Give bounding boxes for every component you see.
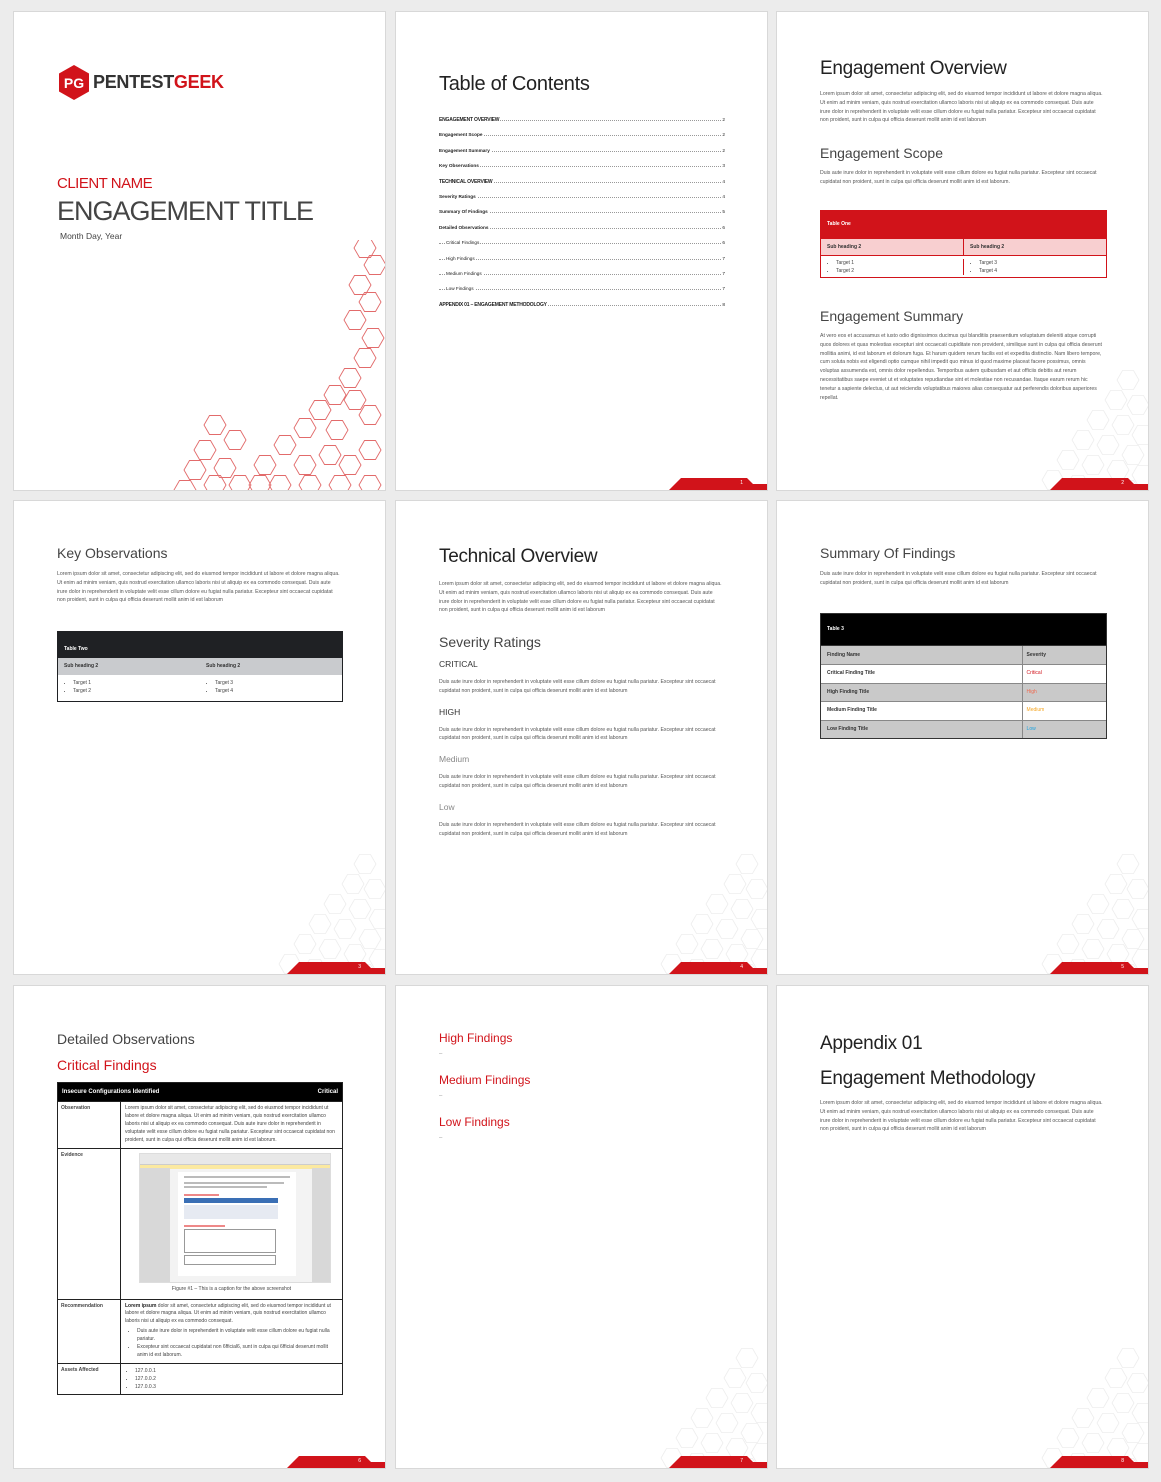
toc-entry[interactable] [439,163,725,178]
toc-entry-label: TECHNICAL OVERVIEW [439,178,493,185]
toc-entry-label: Summary Of Findings [439,209,488,215]
appendix-subtitle: Engagement Methodology [820,1068,1036,1089]
findings-section-body: – [439,1051,443,1057]
toc-entry-page: 7 [722,286,725,292]
table-row [821,683,1106,702]
table-one-col1-header: Sub heading 2 [821,239,964,255]
scope-body: Duis aute irure dolor in reprehenderit in voluptate velit esse cillum dolore eu fugiat nulla pariatur. Excepteur sint occaecat cupidatat non proident, sunt in culpa qui officia deserunt mollit anim id est laborum. [820,170,1097,185]
table-two-title: Table Two [58,632,342,658]
findings-table-title: Table 3 [821,614,1106,645]
summary-body: At vero eos et accusamus et iusto odio dignissimos ducimus qui blanditiis praesentium voluptatum deleniti atque corrupti quos dolores et quas molestias excepturi sint occaecati cupiditate non provident, similique sunt in culpa qui officia deserunt mollitia animi, id est laborum et dolorum fuga. Et harum quidem rerum facilis est et expedita distinctio. Nam libero tempore, cum soluta nobis est eligendi optio cumque nihil impedit quo minus id quod maxime placeat facere possimus, omnis voluptas assumenda est, omnis dolor repellendus. Temporibus autem quibusdam et aut officiis debitis aut rerum necessitatibus saepe eveniet ut et voluptates repudiandae sint et molestiae non recusandae. Itaque earum rerum hic tenetur a sapiente delectus, ut aut reiciendis voluptatibus maiores alias consequatur aut perferendis doloribus asperiores repellat. [820,333,1102,401]
page-number: 2 [1121,480,1124,486]
page-number: 4 [740,964,743,970]
page-number-tab [1050,478,1148,490]
list-item: • 127.0.0.2 [135,1375,342,1383]
page-number: 5 [1121,964,1124,970]
toc-entry[interactable] [439,179,725,194]
list-item: • Target 3 [215,679,342,687]
findings-section-title: Medium Findings [439,1073,531,1087]
toc-entry[interactable] [439,225,725,240]
finding-name: Medium Finding Title [821,702,1023,720]
list-item: • Duis aute irure dolor in reprehenderit in voluptate velit esse cillum dolore eu fugiat nulla pariatur. [137,1328,338,1344]
severity-rating-body: Duis aute irure dolor in reprehenderit in voluptate velit esse cillum dolore eu fugiat nulla pariatur. Excepteur sint occaecat cupidatat non proident, sunt in culpa qui officia deserunt mollit anim id est laborum [439,774,716,789]
summary-findings-body: Duis aute irure dolor in reprehenderit in voluptate velit esse cillum dolore eu fugiat nulla pariatur. Excepteur sint occaecat cupidatat non proident, sunt in culpa qui officia deserunt mollit anim id est laborum [820,571,1097,586]
toc-entry-page: 6 [722,224,725,230]
severity-rating-body: Duis aute irure dolor in reprehenderit in voluptate velit esse cillum dolore eu fugiat nulla pariatur. Excepteur sint occaecat cupidatat non proident, sunt in culpa qui officia deserunt mollit anim id est laborum [439,679,716,694]
toc-entry-label: ENGAGEMENT OVERVIEW [439,117,500,123]
findings-table [820,613,1107,739]
brand-post-text: GEEK [173,72,224,92]
toc-entry-page: 6 [722,240,725,246]
finding-name: Low Finding Title [821,721,1023,739]
page-number-tab [669,962,767,974]
engagement-title: ENGAGEMENT TITLE [57,196,314,226]
technical-title: Technical Overview [439,546,598,567]
svg-text:PG: PG [63,75,85,91]
severity-ratings-list [439,659,724,849]
toc-entry-label: Engagement Summary [439,147,490,153]
recommendation-text: dolor sit amet, consectetur adipiscing elit, sed do eiusmod tempor incididunt ut labore et dolore magna aliqua. Ut enim ad minim veniam, quis nostrud exercitation ullamco laboris nisi ut aliquip ex ea commodo consequat. [125,1302,331,1325]
toc-entry-label: APPENDIX 01 – ENGAGEMENT METHODOLOGY [439,301,547,308]
toc-title: Table of Contents [439,73,590,95]
list-item: • Excepteur sint occaecat cupidatat non 6fficial6, sunt in culpa qui 6fficial deserunt mollit anim id est laborum. [137,1344,338,1360]
table-two-col1-header: Sub heading 2 [64,663,99,669]
assets-label: Assets Affected [58,1364,121,1394]
list-item: • Target 1 [73,679,200,687]
summary-findings-title: Summary Of Findings [820,545,956,561]
list-item: • Target 3 [979,259,1106,267]
page-number-tab [287,1456,385,1468]
toc-entry[interactable] [439,271,725,286]
toc-entry-page: 5 [722,209,725,215]
toc-entry-label: Detailed Observations [439,224,489,230]
technical-body: Lorem ipsum dolor sit amet, consectetur adipiscing elit, sed do eiusmod tempor incididunt ut labore et dolore magna aliqua. Ut enim ad minim veniam, quis nostrud exercitation ullamco laboris nisi ut aliquip ex ea commodo consequat. Duis aute irure dolor in reprehenderit in voluptate velit esse cillum dolore eu fugiat nulla pariatur. Excepteur sint occaecat cupidatat non proident, sunt in culpa qui officia deserunt mollit anim id est laborum [439,581,722,614]
toc-entry[interactable] [439,148,725,163]
recommendation-list [125,1328,338,1360]
finding-severity-cell: High [1026,688,1037,695]
overview-body: Lorem ipsum dolor sit amet, consectetur adipiscing elit, sed do eiusmod tempor incididunt ut labore et dolore magna aliqua. Ut enim ad minim veniam, quis nostrud exercitation ullamco laboris nisi ut aliquip ex ea commodo consequat. Duis aute irure dolor in reprehenderit in voluptate velit esse cillum dolore eu fugiat nulla pariatur. Excepteur sint occaecat cupidatat non proident, sunt in culpa qui officia deserunt mollit anim id est laborum [820,91,1103,124]
findings-col-name: Finding Name [821,646,1023,664]
finding-severity-cell: Critical [1026,670,1042,676]
detailed-observations-page [13,985,386,1469]
list-item: • Target 2 [73,687,200,695]
findings-section [439,1115,530,1147]
finding-severity: Critical [317,1089,338,1095]
key-observations-page [13,500,386,975]
list-item: • Target 4 [979,267,1106,275]
finding-card [57,1082,343,1395]
severity-rating [439,754,724,791]
client-name: CLIENT NAME [57,175,153,192]
other-findings-page [395,985,768,1469]
severity-rating [439,802,724,839]
list-item: • 127.0.0.1 [135,1367,342,1375]
findings-section-body: – [439,1135,443,1141]
table-one-title: Table One [821,211,1106,238]
page-number-tab [1050,962,1148,974]
list-item: • 127.0.0.3 [135,1383,342,1391]
table-two-col2-header: Sub heading 2 [206,663,241,669]
page-number: 8 [1121,1458,1124,1464]
page-number: 6 [358,1458,361,1464]
page-number-tab [1050,1456,1148,1468]
severity-rating-label: HIGH [439,706,461,717]
toc-entry-page: 2 [722,132,725,138]
severity-rating-label: Medium [439,754,470,765]
table-two [57,631,343,702]
assets-list [121,1364,342,1394]
hexagon-pattern-icon [165,240,385,490]
summary-findings-page [776,500,1149,975]
toc-entry-label: Critical Findings [446,240,480,246]
finding-severity-cell: Low [1026,725,1036,732]
finding-name: Critical Finding Title [821,665,1023,683]
appendix-page [776,985,1149,1469]
severity-rating-body: Duis aute irure dolor in reprehenderit in voluptate velit esse cillum dolore eu fugiat nulla pariatur. Excepteur sint occaecat cupidatat non proident, sunt in culpa qui officia deserunt mollit anim id est laborum [439,821,716,837]
hexagon-watermark-icon [235,844,385,974]
toc-entry-page: 7 [722,270,725,276]
recommendation-label: Recommendation [58,1300,121,1363]
toc-entry-page: 4 [722,178,725,184]
finding-name: High Finding Title [821,684,1023,702]
table-two-col2-list [200,679,342,695]
findings-section-body: – [439,1093,443,1099]
list-item: • Target 4 [215,687,342,695]
page-number: 7 [740,1458,743,1464]
pg-hexagon-logo-icon [57,64,91,101]
severity-rating-body: Duis aute irure dolor in reprehenderit in voluptate velit esse cillum dolore eu fugiat nulla pariatur. Excepteur sint occaecat cupidatat non proident, sunt in culpa qui officia deserunt mollit anim id est laborum [439,726,716,742]
overview-title: Engagement Overview [820,58,1007,79]
key-obs-body: Lorem ipsum dolor sit amet, consectetur adipiscing elit, sed do eiusmod tempor incididunt ut labore et dolore magna aliqua. Ut enim ad minim veniam, quis nostrud exercitation ullamco laboris nisi ut aliquip ex ea commodo consequat. Duis aute irure dolor in reprehenderit in voluptate velit esse cillum dolore eu fugiat nulla pariatur. Excepteur sint occaecat cupidatat non proident, sunt in culpa qui officia deserunt mollit anim id est laborum [57,571,340,604]
table-row [821,701,1106,720]
critical-findings-title: Critical Findings [57,1057,157,1073]
findings-section-title: Low Findings [439,1115,510,1129]
findings-section [439,1073,530,1105]
table-row [821,720,1106,739]
list-item: • Target 1 [836,259,963,267]
toc-entry-page: 8 [722,301,725,307]
table-one-col1-list [821,259,963,275]
toc-entry[interactable] [439,117,725,132]
findings-rows [821,664,1106,738]
toc-entry-page: 2 [722,117,725,122]
toc-entry[interactable] [439,209,725,224]
detailed-title: Detailed Observations [57,1031,195,1047]
toc-entry-page: 3 [722,163,725,169]
evidence-caption: Figure #1 – This is a caption for the above screenshot [171,1285,292,1292]
page-number-tab [287,962,385,974]
hexagon-watermark-icon [998,844,1148,974]
toc-entry-label: Low Findings [446,286,474,292]
hexagon-watermark-icon [998,1338,1148,1468]
observation-text: Lorem ipsum dolor sit amet, consectetur adipiscing elit, sed do eiusmod tempor incididunt ut labore et dolore magna aliqua. Ut enim ad minim veniam, quis nostrud exercitation ullamco laboris nisi ut aliquip ex ea commodo consequat. Duis aute irure dolor in reprehenderit in voluptate velit esse cillum dolore eu fugiat nulla pariatur. Excepteur sint occaecat cupidatat non proident, sunt in culpa qui officia deserunt mollit anim id est laborum. [125,1105,335,1143]
toc-entry[interactable] [439,256,725,271]
page-number: 1 [740,480,743,486]
toc-entry-label: Engagement Scope [439,132,483,138]
other-findings-list [439,1031,530,1157]
table-one-col2-list [963,259,1106,275]
toc-entry-page: 2 [722,147,725,153]
hexagon-watermark-icon [617,844,767,974]
appendix-title: Appendix 01 [820,1033,923,1054]
finding-severity-cell: Medium [1026,707,1045,713]
key-obs-title: Key Observations [57,545,168,561]
recommendation-lead: Lorem ipsum [125,1302,157,1309]
cover-date: Month Day, Year [60,231,123,241]
table-one [820,210,1107,278]
severity-rating-label: CRITICAL [439,659,478,669]
evidence-label: Evidence [58,1149,121,1299]
findings-col-severity: Severity [1026,652,1047,658]
toc-page [395,11,768,491]
table-one-col2-header: Sub heading 2 [970,244,1005,250]
hexagon-watermark-icon [998,360,1148,490]
severity-rating-label: Low [439,801,455,812]
severity-rating [439,707,724,744]
toc-entry-label: High Findings [446,255,475,261]
overview-page [776,11,1149,491]
page-number-tab [669,478,767,490]
findings-section-title: High Findings [439,1031,513,1045]
page-number: 3 [358,964,361,970]
toc-entry-page: 4 [722,193,725,199]
toc-entry[interactable] [439,194,725,209]
ratings-title: Severity Ratings [439,634,541,650]
page-number-tab [669,1456,767,1468]
toc-entry-label: Severity Ratings [439,193,476,199]
technical-overview-page [395,500,768,975]
brand-pre-text: PENTEST [93,72,174,92]
severity-rating [439,659,724,696]
table-two-col1-list [58,679,200,695]
table-row [821,664,1106,683]
list-item: • Target 2 [836,267,963,275]
toc-list [439,117,725,317]
summary-title: Engagement Summary [820,308,964,324]
cover-page [13,11,386,491]
evidence-screenshot [139,1153,331,1283]
toc-entry-label: Key Observations [439,163,479,169]
finding-title: Insecure Configurations Identified [62,1089,160,1095]
toc-entry[interactable] [439,302,725,317]
toc-entry-label: Medium Findings [446,270,482,276]
findings-section [439,1031,530,1063]
toc-entry[interactable] [439,240,725,255]
appendix-body: Lorem ipsum dolor sit amet, consectetur adipiscing elit, sed do eiusmod tempor incididunt ut labore et dolore magna aliqua. Ut enim ad minim veniam, quis nostrud exercitation ullamco laboris nisi ut aliquip ex ea commodo consequat. Duis aute irure dolor in reprehenderit in voluptate velit esse cillum dolore eu fugiat nulla pariatur. Excepteur sint occaecat cupidatat non proident, sunt in culpa qui officia deserunt mollit anim id est laborum [820,1100,1103,1133]
toc-entry-page: 7 [722,255,725,261]
toc-entry[interactable] [439,286,725,301]
toc-entry[interactable] [439,132,725,147]
observation-label: Observation [58,1102,121,1148]
hexagon-watermark-icon [617,1338,767,1468]
scope-title: Engagement Scope [820,145,943,161]
